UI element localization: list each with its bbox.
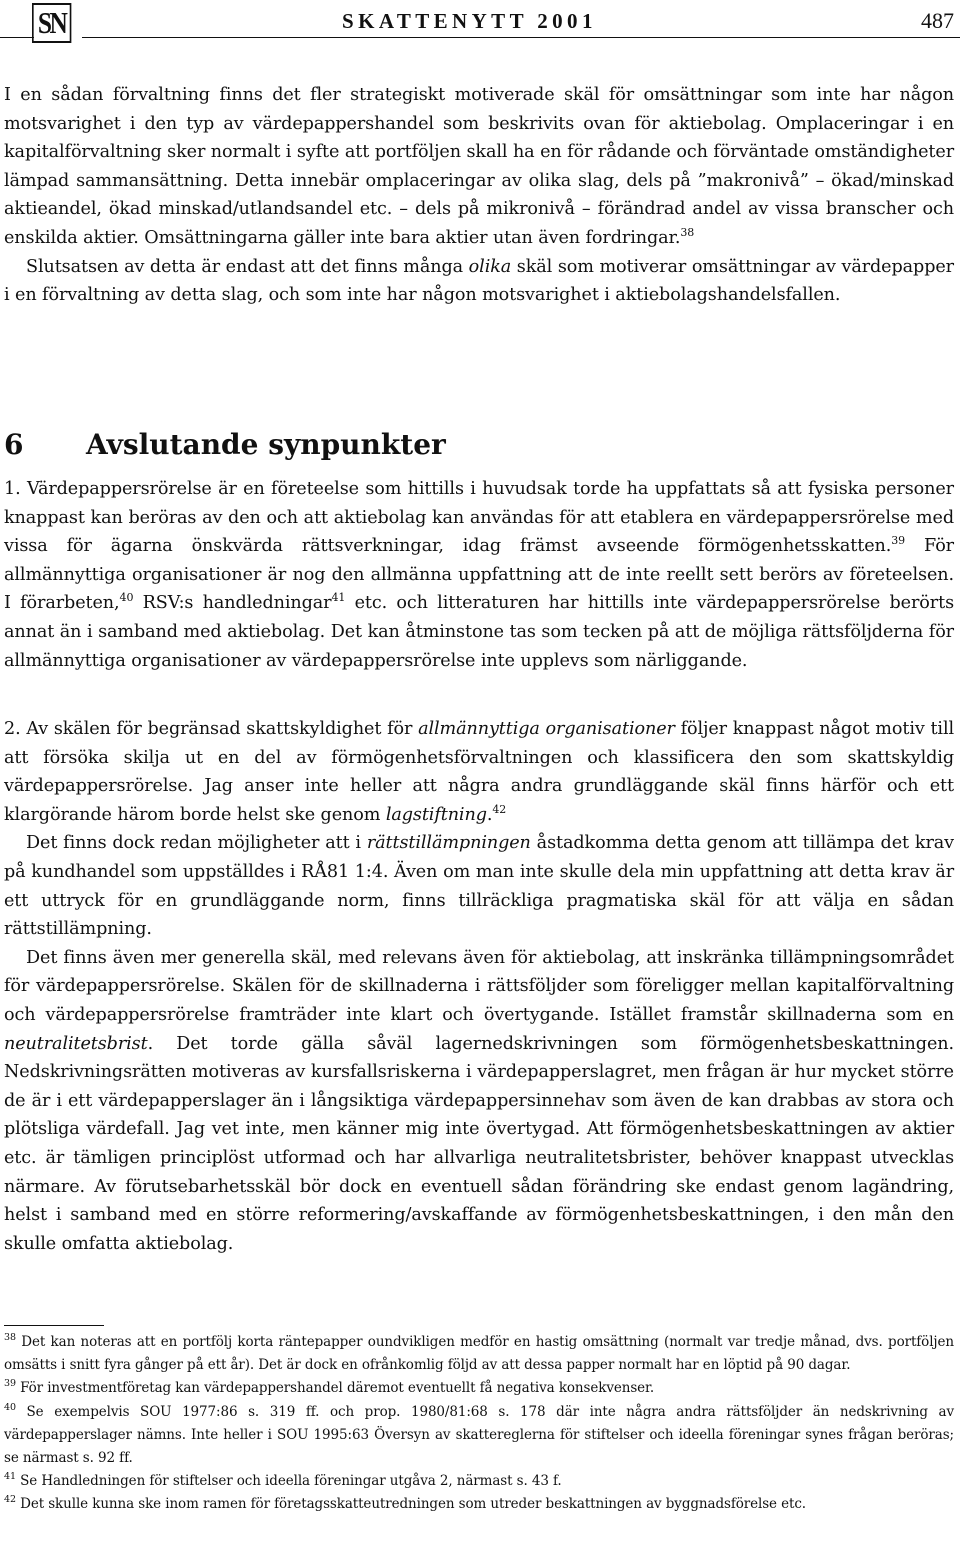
- footnote-40: [4, 1401, 954, 1471]
- footnote-number: 42: [4, 1494, 16, 1506]
- section-heading: [4, 428, 446, 462]
- footnote-ref: 41: [331, 591, 346, 605]
- header-rule-right: [82, 37, 960, 38]
- emphasis-text: olika: [468, 256, 512, 277]
- footnote-41: [4, 1470, 954, 1493]
- paragraph-4: [4, 944, 954, 1259]
- body-text-section-1: [4, 475, 954, 675]
- journal-logo: SN: [32, 3, 71, 43]
- body-text-top: [4, 81, 954, 310]
- footnote-number: 40: [4, 1401, 16, 1413]
- paragraph-3: [4, 829, 954, 943]
- emphasis-text: lagstiftning: [385, 804, 487, 825]
- footnote-ref: 38: [680, 225, 695, 239]
- footnote-text: För investmentföretag kan värdepappershandel däremot eventuellt få negativa konsekvenser.: [20, 1380, 655, 1397]
- body-text-section-2: [4, 715, 954, 1258]
- journal-title: SKATTENYTT 2001: [342, 9, 597, 33]
- paragraph-text: Det finns dock redan möjligheter att i: [26, 833, 367, 854]
- footnote-number: 41: [4, 1471, 16, 1483]
- footnote-38: [4, 1331, 954, 1377]
- paragraph-text: Det finns även mer generella skäl, med relevans även för aktiebolag, att inskränka tillämpningsområdet för värdepappersrörelse. Skälen för de skillnaderna i rättsföljder som föreligger mellan kapitalförvaltning och värdepappersrörelse framträder inte klart och övertygande. Istället framstår skillnaderna som en: [4, 947, 954, 1025]
- paragraph-2: [4, 715, 954, 829]
- footnotes: [4, 1331, 954, 1517]
- footnote-text: Det skulle kunna ske inom ramen för företagsskatteutredningen som utreder beskattningen av byggnadsförelse etc.: [20, 1496, 806, 1513]
- paragraph-1: [4, 475, 954, 675]
- paragraph-text: . Det torde gälla såväl lagernedskrivningen som förmögenhetsbeskattningen. Nedskrivningsrätten motiveras av kursfallsriskerna i värdepapperslagret, men frågan är hur mycket större de är i ett värdepapperslager än i långsiktiga värdepappersinnehav som även de kan drabbas av stora och plötsliga värdefall. Jag vet inte, men känner mig inte övertygad. Att förmögenhetsbeskattningen av aktier etc. är tämligen principlöst utformad och har allvarliga neutralitetsbrister, behöver knappast utvecklas närmare. Av förutsebarhetsskäl bör dock en eventuell sådan förändring ske endast genom lagändring, helst i samband med en större reformering/avskaffande av förmögenhetsbeskattningen, i den mån den skulle omfatta aktiebolag.: [4, 1033, 954, 1254]
- page-number: 487: [921, 8, 954, 33]
- paragraph-text: För allmännyttiga organisationer är nog den allmänna uppfattning att de inte reellt sett berörs av företeelsen. I förarbeten,: [4, 536, 954, 614]
- emphasis-text: rättstillämpningen: [366, 833, 531, 854]
- footnote-text: Se exempelvis SOU 1977:86 s. 319 ff. och prop. 1980/81:68 s. 178 där inte några andra rättsföljder än nedskrivning av värdepapperslager nämns. Inte heller i SOU 1995:63 Översyn av skattereglerna för stiftelser och ideella föreningar synes frågan beröras; se närmast s. 92 ff.: [4, 1403, 954, 1467]
- footnote-text: Se Handledningen för stiftelser och ideella föreningar utgåva 2, närmast s. 43 f.: [20, 1473, 562, 1490]
- footnote-number: 39: [4, 1378, 16, 1390]
- paragraph-intro: [4, 81, 954, 253]
- footnote-separator: [4, 1325, 104, 1326]
- footnote-ref: 40: [119, 591, 134, 605]
- section-title: Avslutande synpunkter: [86, 428, 446, 461]
- emphasis-text: allmännyttiga organisationer: [418, 719, 675, 739]
- header-rule-left: [0, 37, 34, 38]
- emphasis-text: neutralitetsbrist: [4, 1033, 148, 1054]
- paragraph-text: RSV:s handledningar: [133, 593, 332, 614]
- footnote-39: [4, 1377, 954, 1400]
- paragraph-text: skäl som motiverar omsättningar av värdepapper i en förvaltning av detta slag, och som inte har någon motsvarighet i aktiebolagshandelsfallen.: [4, 256, 954, 306]
- paragraph-text: Slutsatsen av detta är endast att det finns många: [26, 256, 469, 277]
- paragraph-text: I en sådan förvaltning finns det fler strategiskt motiverade skäl för omsättningar som inte har någon motsvarighet i den typ av värdepappershandel som beskrivits ovan för aktiebolag. Omplaceringar i en kapitalförvaltning sker normalt i syfte att portföljen skall ha en för rådande och förväntade omständigheter lämpad sammansättning. Detta innebär omplaceringar av olika slag, dels på ”makronivå” – ökad/minskad aktieandel, ökad minskad/utlandsandel etc. – dels på mikronivå – förändrad andel av vissa branscher och enskilda aktier. Omsättningarna gäller inte bara aktier utan även fordringar.: [4, 85, 954, 248]
- footnote-ref: 42: [492, 802, 507, 816]
- paragraph-text: åstadkomma detta genom att tillämpa det krav på kundhandel som uppställdes i RÅ81 1:4. Även om man inte skulle dela min uppfattning att detta krav är ett uttryck för en grundläggande norm, finns tillräckliga pragmatiska skäl för att välja en sådan rättstillämpning.: [4, 833, 954, 940]
- section-number: 6: [4, 428, 24, 461]
- running-header: [0, 0, 960, 46]
- paragraph-text: etc. och litteraturen har hittills inte värdepappersrörelse berörts annat än i samband med aktiebolag. Det kan åtminstone tas som tecken på att de möjliga rättsföljderna för allmännyttiga organisationer av värdepappersrörelse inte upplevs som närliggande.: [4, 593, 954, 671]
- paragraph-text: 1. Värdepappersrörelse är en företeelse som hittills i huvudsak torde ha uppfattats så att fysiska personer knappast kan beröras av den och att aktiebolag kan användas för att etablera en värdepappersrörelse med vissa för ägarna önskvärda rättsverkningar, idag främst avseende förmögenhetsskatten.: [4, 479, 954, 557]
- footnote-number: 38: [4, 1332, 16, 1343]
- footnote-42: [4, 1493, 954, 1516]
- paragraph-text: 2. Av skälen för begränsad skattskyldighet för: [4, 719, 419, 739]
- footnote-ref: 39: [891, 534, 906, 548]
- paragraph-text: följer knappast något motiv till att försöka skilja ut en del av förmögenhetsförvaltningen och klassificera den som skattskyldig värdepappersrörelse. Jag anser inte heller att några andra grundläggande skäl finns härför och ett klargörande härom borde helst ske genom: [4, 719, 955, 825]
- paragraph-text: .: [486, 804, 493, 825]
- paragraph-conclusion: [4, 253, 954, 310]
- footnote-text: Det kan noteras att en portfölj korta räntepapper oundvikligen medför en hastig omsättning (normalt var tredje månad, dvs. portföljen omsätts i snitt fyra gånger på ett år). Det är dock en ofrånkomlig följd av att dessa papper normalt har en löptid på 90 dagar.: [4, 1334, 954, 1374]
